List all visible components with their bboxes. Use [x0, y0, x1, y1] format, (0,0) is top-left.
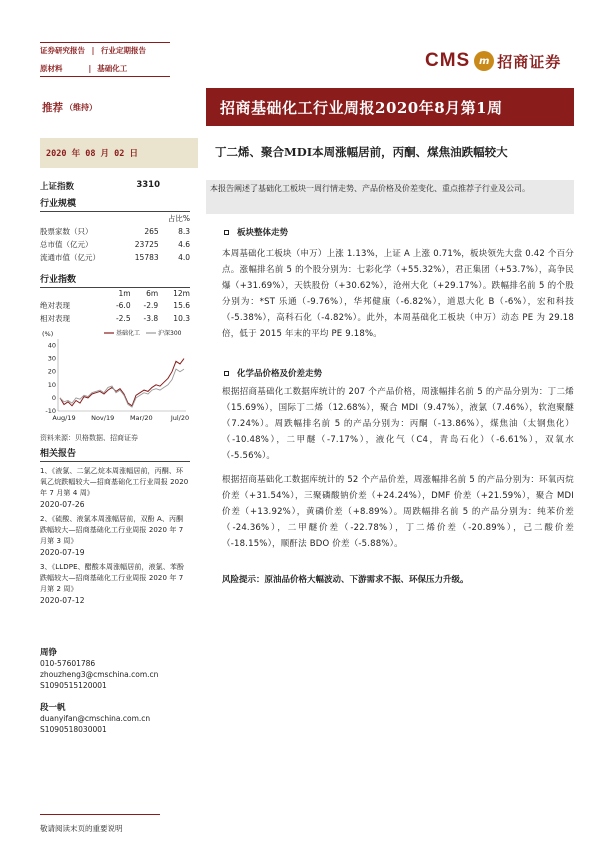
y-tick-label: 30 — [47, 354, 56, 363]
x-tick-label: Jul/20 — [170, 414, 190, 422]
author-email: duanyifan@cmschina.com.cn — [40, 714, 151, 723]
row-label: 总市值（亿元） — [40, 240, 93, 249]
table-row — [40, 225, 190, 238]
source-note: 资料来源：贝格数据、招商证券 — [40, 434, 138, 442]
row-value: 15783 — [134, 253, 159, 262]
section-title: 板块整体走势 — [237, 228, 289, 238]
logo-cms-text: CMS — [425, 50, 471, 71]
y-tick-label: -10 — [45, 407, 56, 415]
report-date: 2020 年 08 月 02 日 — [46, 149, 139, 159]
legend-label: 基础化工 — [116, 330, 141, 337]
logo-emblem-icon: m — [474, 51, 494, 71]
section-body: 根据招商基础化工数据库统计的 207 个产品价格，周涨幅排名前 5 的产品分别为：丁二烯（15.69%），国际丁二烯（12.68%），聚合 MDI（9.47%），液氯（7.46%），软泡聚醚（7.24%）。周跌幅排名前 5 的产品分别为：丙酮（-13.86%），煤焦油（太钢焦化）（-10.48%），二甲醚（-7.17%），液化气（C4，青岛石化）（-6.61%），双氧水（-5.56%）。 — [222, 387, 574, 461]
performance-chart — [40, 327, 190, 427]
row-label: 流通市值（亿元） — [40, 253, 100, 262]
author-name: 周铮 — [40, 648, 58, 658]
cell: 15.6 — [173, 301, 190, 310]
report-type: 行业定期报告 — [101, 46, 146, 55]
risk-warning: 风险提示：原油品价格大幅波动、下游需求不振、环保压力升级。 — [222, 575, 469, 585]
index-value: 3310 — [136, 180, 160, 190]
related-report-date: 2020-07-26 — [40, 500, 85, 509]
header-bottom-rule — [40, 76, 170, 77]
table-header-row — [40, 212, 190, 225]
footer-note: 敬请阅读末页的重要说明 — [40, 824, 123, 833]
x-tick-label: Nov/19 — [91, 414, 115, 422]
report-industry: 基础化工 — [97, 64, 128, 73]
square-bullet-icon — [224, 230, 229, 235]
ratio-header: 占比% — [167, 214, 190, 223]
rating-box — [40, 92, 198, 122]
col-header: 12m — [173, 289, 190, 298]
square-bullet-icon — [224, 371, 229, 376]
author-phone: 010-57601786 — [40, 659, 96, 668]
row-label: 股票家数（只） — [40, 227, 93, 236]
author-license: S1090518030001 — [40, 725, 107, 734]
y-tick-label: 20 — [47, 367, 56, 376]
rating-label: 推荐 — [42, 101, 63, 114]
row-value: 23725 — [134, 240, 159, 249]
performance-title: 行业指数 — [40, 272, 190, 288]
sidebar — [40, 180, 190, 735]
section-heading — [224, 226, 288, 238]
section-title: 化学品价格及价差走势 — [237, 369, 323, 379]
header-category-line: 证券研究报告 | 行业定期报告 — [40, 46, 146, 55]
cell: 10.3 — [173, 314, 190, 323]
related-reports-title: 相关报告 — [40, 446, 190, 462]
row-ratio: 4.0 — [178, 253, 190, 262]
related-report-title: 1、《液氯、二氯乙烷本周涨幅居前，丙酮、环氧乙烷跌幅较大—招商基础化工行业周报 2020 年 7 月第 4 周》 — [40, 467, 189, 497]
industry-scale-title: 行业规模 — [40, 196, 190, 212]
date-box — [40, 138, 198, 168]
x-tick-label: Mar/20 — [129, 414, 153, 422]
author-name: 段一帆 — [40, 703, 66, 713]
report-category: 证券研究报告 — [40, 46, 85, 55]
row-value: 265 — [144, 227, 159, 236]
performance-table — [40, 288, 190, 325]
row-ratio: 8.3 — [178, 227, 190, 236]
x-tick-label: Aug/19 — [52, 414, 76, 422]
y-axis-label: (%) — [42, 330, 54, 338]
cell: -2.5 — [115, 314, 131, 323]
table-row — [40, 238, 190, 251]
related-report — [40, 562, 190, 606]
cell: -6.0 — [115, 301, 131, 310]
cms-logo — [425, 50, 561, 72]
index-row — [40, 180, 190, 192]
legend-label: 沪深300 — [158, 330, 182, 337]
report-title: 招商基础化工行业周报2020年8月第1周 — [220, 99, 503, 117]
author-license: S1090515120001 — [40, 681, 107, 690]
row-label: 绝对表现 — [40, 301, 70, 310]
cell: -2.9 — [143, 301, 159, 310]
y-tick-label: 40 — [47, 341, 56, 350]
footer-rule — [40, 814, 160, 815]
rating-sub: （维持） — [65, 102, 97, 112]
related-report-title: 3、《LLDPE、醋酸本周涨幅居前，液氯、苯酚跌幅较大—招商基础化工行业周报 2020 年 7 月第 2 周》 — [40, 563, 185, 593]
logo-cn-text: 招商证券 — [497, 52, 562, 71]
col-header: 6m — [146, 289, 159, 298]
section-body: 本周基础化工板块（申万）上涨 1.13%，上证 A 上涨 0.71%，板块领先大盘 0.42 个百分点。涨幅排名前 5 的个股分别为：七彩化学（+55.32%），君正集团（+53.7%），高争民爆（+31.69%），天铁股份（+30.62%），沧州大化（+29.17%）。跌幅排名前 5 的个股分别为：*ST 乐通（-9.76%），华邦健康（-6.82%），道恩大化 B（-6%），宏和科技（-5.38%），高科石化（-4.82%）。此外，本周基础化工板块（申万）动态 PE 为 29.18 倍，低于 2015 年末的平均 PE 9.18%。 — [222, 249, 574, 339]
section-heading — [224, 367, 322, 379]
cell: -3.8 — [143, 314, 159, 323]
table-row — [40, 299, 190, 312]
y-tick-label: 0 — [51, 393, 56, 402]
industry-scale-table — [40, 212, 190, 264]
related-report-date: 2020-07-12 — [40, 596, 85, 605]
report-section: 原材料 — [40, 64, 63, 73]
col-header: 1m — [118, 289, 131, 298]
related-report-date: 2020-07-19 — [40, 548, 85, 557]
row-ratio: 4.6 — [178, 240, 190, 249]
intro-box: 本报告阐述了基础化工板块一周行情走势、产品价格及价差变化、重点推荐子行业及公司。 — [206, 180, 574, 214]
y-tick-label: 10 — [47, 380, 56, 389]
table-header-row — [40, 288, 190, 299]
header-sector-line: 原材料 | 基础化工 — [40, 64, 128, 73]
related-report — [40, 514, 190, 558]
table-row — [40, 251, 190, 264]
author-email: zhouzheng3@cmschina.com.cn — [40, 670, 159, 679]
row-label: 相对表现 — [40, 314, 70, 323]
related-report-title: 2、《硫酸、液氯本周涨幅居前，双酚 A、丙酮跌幅较大—招商基础化工行业周报 2020 年 7 月第 3 周》 — [40, 515, 184, 545]
header-top-rule — [40, 42, 170, 43]
title-underline — [206, 125, 574, 126]
index-name: 上证指数 — [40, 182, 75, 192]
report-subtitle: 丁二烯、聚合MDI本周涨幅居前，丙酮、煤焦油跌幅较大 — [215, 145, 508, 159]
table-row — [40, 312, 190, 325]
series-line-benchmark — [60, 369, 184, 407]
related-report — [40, 466, 190, 510]
section-body: 根据招商基础化工数据库统计的 52 个产品价差，周涨幅排名前 5 的产品分别为：环氧丙烷价差（+31.54%），三聚磷酸钠价差（+24.24%），DMF 价差（+21.59%），聚合 MDI 价差（+13.92%），黄磷价差（+8.89%）。周跌幅排名前 5 的产品分别为：纯苯价差（-24.36%），二甲醚价差（-22.78%），丁二烯价差（-20.89%），己二酸价差（-18.15%），顺酐法 BDO 价差（-5.88%）。 — [222, 475, 574, 549]
